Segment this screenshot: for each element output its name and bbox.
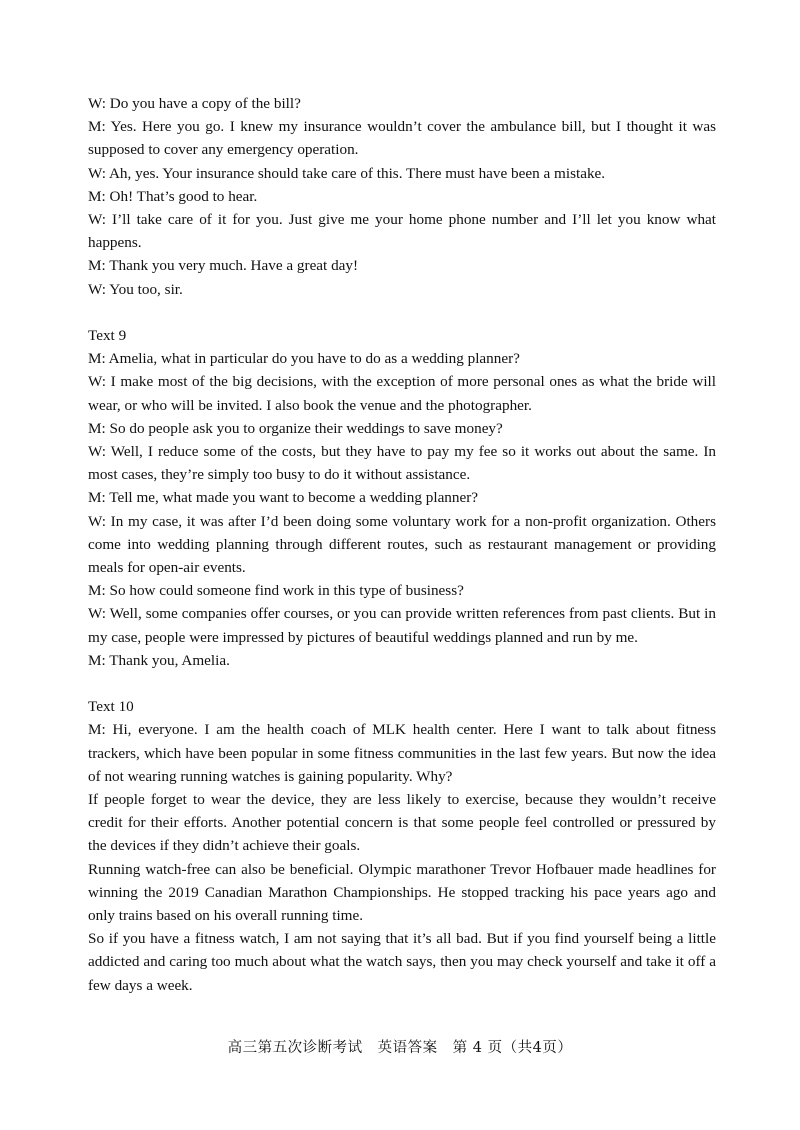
- dialogue-line: M: Thank you, Amelia.: [88, 651, 230, 669]
- dialogue-line: W: You too, sir.: [88, 280, 183, 298]
- dialogue-line: W: In my case, it was after I’d been doing some voluntary work for a non-profit organization. Others come into wedding planning through different routes, such as restaurant management or providing meals for open-air events.: [88, 512, 716, 577]
- dialogue-line: M: Yes. Here you go. I knew my insurance wouldn’t cover the ambulance bill, but I thought it was supposed to cover any emergency operation.: [88, 118, 716, 159]
- dialogue-line: W: I’ll take care of it for you. Just give me your home phone number and I’ll let you know what happens.: [88, 211, 716, 252]
- text10-section: [88, 695, 716, 997]
- text8-dialogue: [88, 92, 716, 301]
- dialogue-line: W: Do you have a copy of the bill?: [88, 95, 301, 112]
- section-heading: Text 9: [88, 327, 127, 345]
- dialogue-line: M: Oh! That’s good to hear.: [88, 187, 258, 205]
- dialogue-line: W: Ah, yes. Your insurance should take care of this. There must have been a mistake.: [88, 164, 606, 182]
- transcript-body: [88, 92, 716, 997]
- dialogue-line: W: I make most of the big decisions, with the exception of more personal ones as what the bride will wear, or who will be invited. I also book the venue and the photographer.: [88, 373, 716, 414]
- dialogue-line: M: So how could someone find work in this type of business?: [88, 582, 464, 600]
- dialogue-line: M: Amelia, what in particular do you have to do as a wedding planner?: [88, 350, 520, 368]
- dialogue-line: W: Well, I reduce some of the costs, but they have to pay my fee so it works out about the same. In most cases, they’re simply too busy to do it without assistance.: [88, 443, 716, 484]
- text9-section: [88, 324, 716, 672]
- paragraph: Running watch-free can also be beneficial. Olympic marathoner Trevor Hofbauer made headlines for winning the 2019 Canadian Marathon Championships. He stopped tracking his pace years ago and only trains based on his overall running time.: [88, 860, 716, 925]
- dialogue-line: M: Tell me, what made you want to become a wedding planner?: [88, 489, 479, 507]
- dialogue-line: M: Thank you very much. Have a great day!: [88, 257, 359, 275]
- paragraph: If people forget to wear the device, they are less likely to exercise, because they wouldn’t receive credit for their efforts. Another potential concern is that some people feel controlled or pressured by the devices if they didn’t achieve their goals.: [88, 791, 716, 855]
- page-footer: 高三第五次诊断考试 英语答案 第 4 页（共4页）: [227, 1040, 573, 1056]
- section-heading: Text 10: [88, 698, 134, 716]
- paragraph: M: Hi, everyone. I am the health coach of MLK health center. Here I want to talk about fitness trackers, which have been popular in some fitness communities in the last few years. But now the idea of not wearing running watches is gaining popularity. Why?: [88, 721, 716, 785]
- dialogue-line: W: Well, some companies offer courses, or you can provide written references from past clients. But in my case, people were impressed by pictures of beautiful weddings planned and run by me.: [88, 605, 716, 646]
- paragraph: So if you have a fitness watch, I am not saying that it’s all bad. But if you find yourself being a little addicted and caring too much about what the watch says, then you may check yourself and take it off a few days a week.: [88, 930, 716, 994]
- dialogue-line: M: So do people ask you to organize their weddings to save money?: [88, 419, 503, 437]
